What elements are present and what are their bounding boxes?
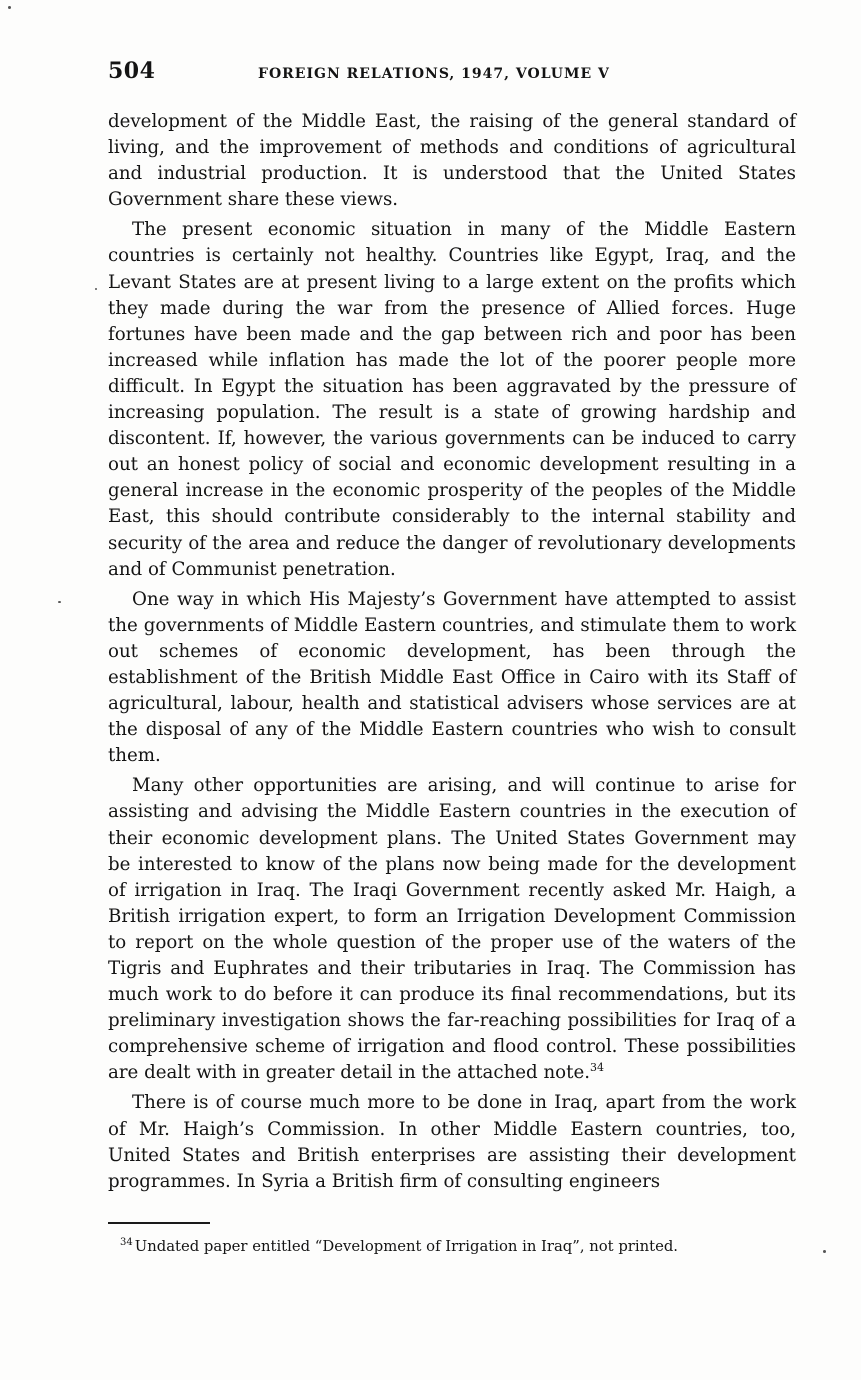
- footnote-reference[interactable]: 34: [590, 1061, 604, 1075]
- running-head: FOREIGN RELATIONS, 1947, VOLUME V: [258, 66, 610, 82]
- paragraph: [108, 587, 796, 770]
- scan-speck: [823, 1250, 826, 1253]
- body-text: [108, 109, 796, 1199]
- page-header: [108, 58, 798, 88]
- paragraph-text: One way in which His Majesty’s Government have attempted to assist the governments of Middle Eastern countries, and stimulate them to work out schemes of economic development, has been through the establishment of the British Middle East Office in Cairo with its Staff of agricultural, labour, health and statistical advisers whose services are at the disposal of any of the Middle Eastern countries who wish to consult them.: [108, 588, 796, 767]
- footnote-mark: 34: [120, 1237, 133, 1249]
- footnote-text: Undated paper entitled “Development of Irrigation in Iraq”, not printed.: [134, 1238, 679, 1255]
- paragraph: [108, 217, 796, 582]
- paragraph-text: Many other opportunities are arising, and will continue to arise for assisting and advising the Middle Eastern countries in the execution of their economic development plans. The United States Government may be interested to know of the plans now being made for the development of irrigation in Iraq. The Iraqi Government recently asked Mr. Haigh, a British irrigation expert, to form an Irrigation Development Commission to report on the whole question of the proper use of the waters of the Tigris and Euphrates and their tributaries in Iraq. The Commission has much work to do before it can produce its final recommendations, but its preliminary investigation shows the far-reaching possibilities for Iraq of a comprehensive scheme of irrigation and flood control. These possibilities are dealt with in greater detail in the attached note.: [108, 775, 796, 1084]
- paragraph-text: development of the Middle East, the raising of the general standard of living, and the improvement of methods and conditions of agricultural and industrial production. It is understood that the United States Government share these views.: [108, 111, 796, 211]
- paragraph-text: There is of course much more to be done in Iraq, apart from the work of Mr. Haigh’s Commission. In other Middle Eastern countries, too, United States and British enterprises are assisting their development programmes. In Syria a British firm of consulting engineers: [108, 1092, 796, 1192]
- page-number: 504: [108, 58, 156, 84]
- paragraph: [108, 773, 796, 1086]
- scan-speck: [95, 288, 97, 290]
- paragraph-continued: [108, 109, 796, 213]
- scan-speck: [8, 6, 11, 9]
- paragraph: [108, 1090, 796, 1194]
- footnote: [120, 1237, 796, 1257]
- paragraph-text: The present economic situation in many of the Middle Eastern countries is certainly not healthy. Countries like Egypt, Iraq, and the Levant States are at present living to a large extent on the profits which they made during the war from the presence of Allied forces. Huge fortunes have been made and the gap between rich and poor has been increased while inflation has made the lot of the poorer people more difficult. In Egypt the situation has been aggravated by the pressure of increasing population. The result is a state of growing hardship and discontent. If, however, the various governments can be induced to carry out an honest policy of social and economic development resulting in a general increase in the economic prosperity of the peoples of the Middle East, this should contribute considerably to the internal stability and security of the area and reduce the danger of revolutionary developments and of Communist penetration.: [108, 219, 796, 580]
- scan-speck: [58, 601, 61, 603]
- footnote-divider: [108, 1222, 210, 1224]
